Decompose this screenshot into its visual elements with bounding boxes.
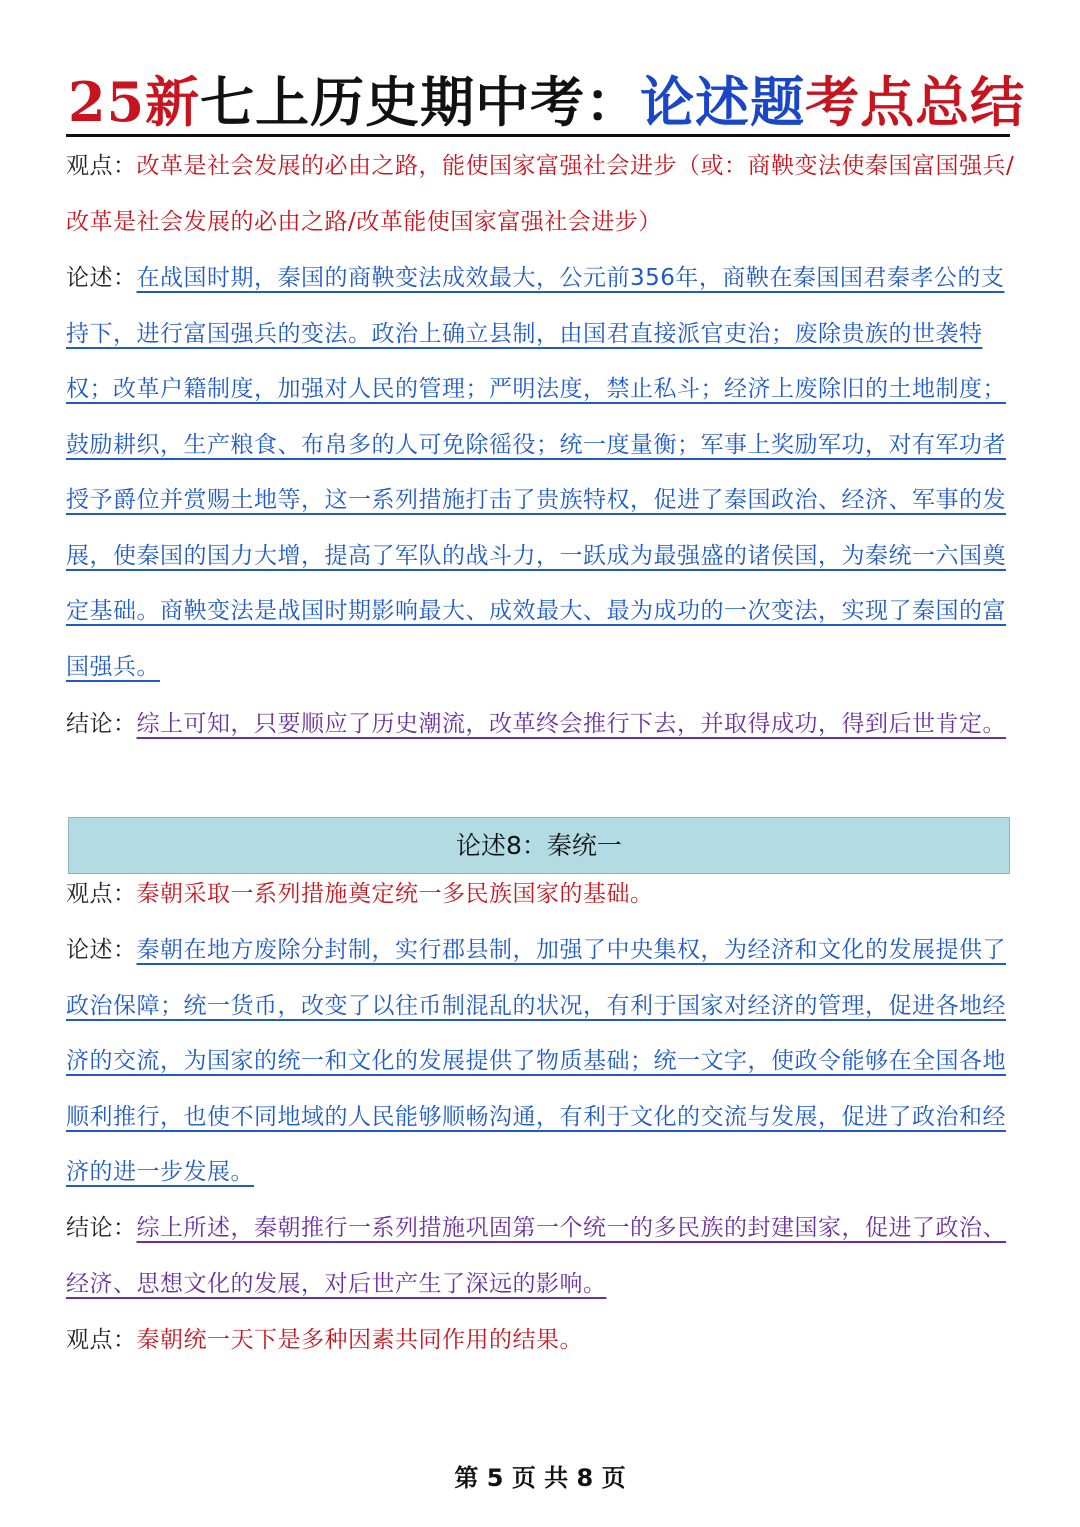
title-topic: 论述题 bbox=[640, 70, 806, 134]
title-suffix: 考点总结 bbox=[805, 70, 1026, 134]
block1-viewpoint bbox=[66, 139, 1016, 250]
viewpoint-text: 秦朝采取一系列措施奠定统一多民族国家的基础。 bbox=[136, 881, 654, 907]
viewpoint-label: 观点： bbox=[66, 1327, 137, 1353]
title-subject: 七上历史期中考： bbox=[200, 70, 641, 134]
viewpoint-text: 改革是社会发展的必由之路，能使国家富强社会进步（或：商鞅变法使秦国富国强兵/改革是社会发展的必由之路/改革能使国家富强社会进步） bbox=[66, 153, 1015, 235]
section-heading-8: 论述8：秦统一 bbox=[68, 817, 1010, 874]
conclusion-label: 结论： bbox=[66, 711, 137, 737]
block1-conclusion bbox=[66, 697, 1016, 753]
title-underline bbox=[66, 134, 1010, 137]
block2-viewpoint bbox=[66, 867, 1016, 923]
block2-argument bbox=[66, 923, 1016, 1201]
argument-text: 在战国时期，秦国的商鞅变法成效最大，公元前356年，商鞅在秦国国君秦孝公的支持下，进行富国强兵的变法。政治上确立县制，由国君直接派官吏治；废除贵族的世袭特权；改革户籍制度，加强对人民的管理；严明法度，禁止私斗；经济上废除旧的土地制度；鼓励耕织，生产粮食、布帛多的人可免除徭役；统一度量衡；军事上奖励军功，对有军功者授予爵位并赏赐土地等，这一系列措施打击了贵族特权，促进了秦国政治、经济、军事的发展，使秦国的国力大增，提高了军队的战斗力，一跃成为最强盛的诸侯国，为秦统一六国奠定基础。商鞅变法是战国时期影响最大、成效最大、最为成功的一次变法，实现了秦国的富国强兵。 bbox=[66, 265, 1006, 680]
argument-label: 论述： bbox=[66, 937, 137, 963]
conclusion-text: 综上可知，只要顺应了历史潮流，改革终会推行下去，并取得成功，得到后世肯定。 bbox=[136, 711, 1006, 737]
viewpoint-label: 观点： bbox=[66, 881, 137, 907]
block1-argument bbox=[66, 251, 1016, 695]
conclusion-label: 结论： bbox=[66, 1215, 137, 1241]
page-title bbox=[68, 70, 1026, 134]
argument-label: 论述： bbox=[66, 265, 137, 291]
viewpoint-label: 观点： bbox=[66, 153, 137, 179]
block3-viewpoint bbox=[66, 1313, 1016, 1369]
viewpoint-text: 秦朝统一天下是多种因素共同作用的结果。 bbox=[136, 1327, 583, 1353]
argument-text: 秦朝在地方废除分封制，实行郡县制，加强了中央集权，为经济和文化的发展提供了政治保障；统一货币，改变了以往币制混乱的状况，有利于国家对经济的管理，促进各地经济的交流，为国家的统一和文化的发展提供了物质基础；统一文字，使政令能够在全国各地顺利推行，也使不同地域的人民能够顺畅沟通，有利于文化的交流与发展，促进了政治和经济的进一步发展。 bbox=[66, 937, 1006, 1185]
block2-conclusion bbox=[66, 1201, 1016, 1312]
title-prefix: 25新 bbox=[68, 70, 201, 134]
page-number: 第 5 页 共 8 页 bbox=[454, 1464, 626, 1492]
conclusion-text: 综上所述，秦朝推行一系列措施巩固第一个统一的多民族的封建国家，促进了政治、经济、思想文化的发展，对后世产生了深远的影响。 bbox=[66, 1215, 1006, 1297]
